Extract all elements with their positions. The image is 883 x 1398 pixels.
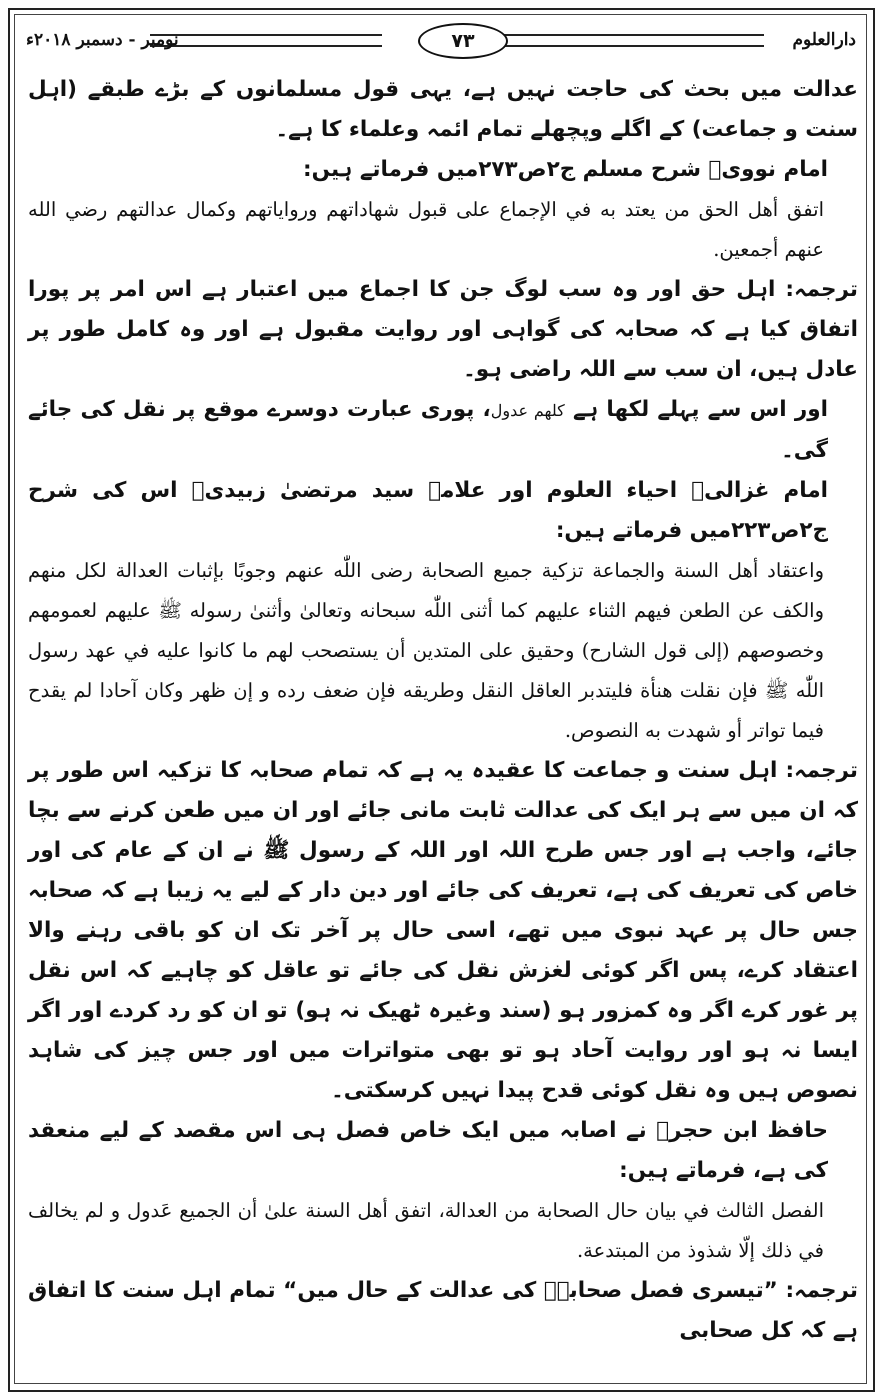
arabic-quote: اتفق أهل الحق من يعتد به في الإجماع على قبول شهاداتهم ورواياتهم وكمال عدالتهم رضي الله عنهم أجمعين. (28, 198, 824, 261)
quote-heading: امام غزالیؒ احیاء العلوم اور علامہ سید مرتضیٰ زبیدیؒ اس کی شرح ج۲ص۲۲۳میں فرماتے ہیں: (28, 478, 828, 543)
arabic-quote: الفصل الثالث في بيان حال الصحابة من العدالة، اتفق أهل السنة علىٰ أن الجميع عَدول و لم يخالف في ذلك إلّا شذوذ من المبتدعة. (28, 1199, 824, 1262)
page-number: ۷۳ (418, 23, 508, 59)
header-rule-right (488, 34, 764, 47)
quote-heading: حافظ ابن حجرؒ نے اصابہ میں ایک خاص فصل ہی اس مقصد کے لیے منعقد کی ہے، فرماتے ہیں: (28, 1118, 828, 1183)
quote-heading: امام نوویؒ شرح مسلم ج۲ص۲۷۳میں فرماتے ہیں: (303, 157, 828, 182)
arabic-quote: واعتقاد أهل السنة والجماعة تزكية جميع الصحابة رضى اللّٰه عنهم وجوبًا بإثبات العدالة لكل منهم والكف عن الطعن فيهم الثناء عليهم كما أثنى اللّٰه سبحانه وتعالىٰ وأثنىٰ رسوله ﷺ عليهم لعمومهم وخصوصهم (إلى قول الشارح) وحقيق على المتدين أن يستصحب لهم ما كانوا عليه في عهد رسول اللّٰه ﷺ فإن نقلت هنأة فليتدبر العاقل النقل وطريقه فإن ضعف رده و إن ظهر وكان آحادا لم يقدح فيما تواتر أو شهدت به النصوص. (28, 559, 824, 742)
note-paragraph (28, 390, 858, 471)
note-text-before: اور اس سے پہلے لکھا ہے (572, 397, 828, 422)
inline-arabic-phrase: كلهم عدول (490, 401, 565, 420)
translation-paragraph: ترجمہ: ”تیسری فصل صحابہؓ کی عدالت کے حال میں“ تمام اہل سنت کا اتفاق ہے کہ کل صحابی (28, 1278, 858, 1343)
page-header (20, 20, 862, 60)
issue-date: نومبر - دسمبر ۲۰۱۸ء (26, 30, 179, 50)
translation-paragraph: ترجمہ: اہل سنت و جماعت کا عقیدہ یہ ہے کہ تمام صحابہ کا تزکیہ اس طور پر کہ ان میں سے ہر ایک کی عدالت ثابت مانی جائے اور ان میں طعن کرنے سے بچا جائے، واجب ہے اور جس طرح اللہ اور اللہ کے رسول ﷺ نے ان کے عام کی اور خاص کی تعریف کی ہے، تعریف کی جائے اور دین دار کے لیے یہ زیبا ہے کہ صحابہ جس حال پر عہد نبوی میں تھے، اسی حال پر آخر تک ان کو باقی رہنے والا اعتقاد کرے، پس اگر کوئی لغزش نقل کی جائے تو عاقل کو چاہیے کہ اس نقل پر غور کرے اگر وہ کمزور ہو (سند وغیرہ ٹھیک نہ ہو) تو ان کو رد کردے اور اگر ایسا نہ ہو اور روایت آحاد ہو تو بھی متواترات میں اور جس چیز کی شاہد نصوص ہیں وہ نقل کوئی قدح پیدا نہیں کرسکتی۔ (28, 758, 858, 1103)
note-text-after: ، پوری عبارت دوسرے موقع پر نقل کی جائے گی۔ (28, 397, 828, 463)
journal-title: دارالعلوم (792, 30, 856, 50)
page-body (28, 70, 858, 1351)
header-rule-left (150, 34, 382, 47)
paragraph-urdu: عدالت میں بحث کی حاجت نہیں ہے، یہی قول مسلمانوں کے بڑے طبقے (اہل سنت و جماعت) کے اگلے وپچھلے تمام ائمہ وعلماء کا ہے۔ (28, 77, 858, 142)
translation-paragraph: ترجمہ: اہل حق اور وہ سب لوگ جن کا اجماع میں اعتبار ہے اس امر پر پورا اتفاق کیا ہے کہ صحابہ کی گواہی اور روایت مقبول ہے اور وہ کامل طور پر عادل ہیں، ان سب سے اللہ راضی ہو۔ (28, 277, 858, 382)
